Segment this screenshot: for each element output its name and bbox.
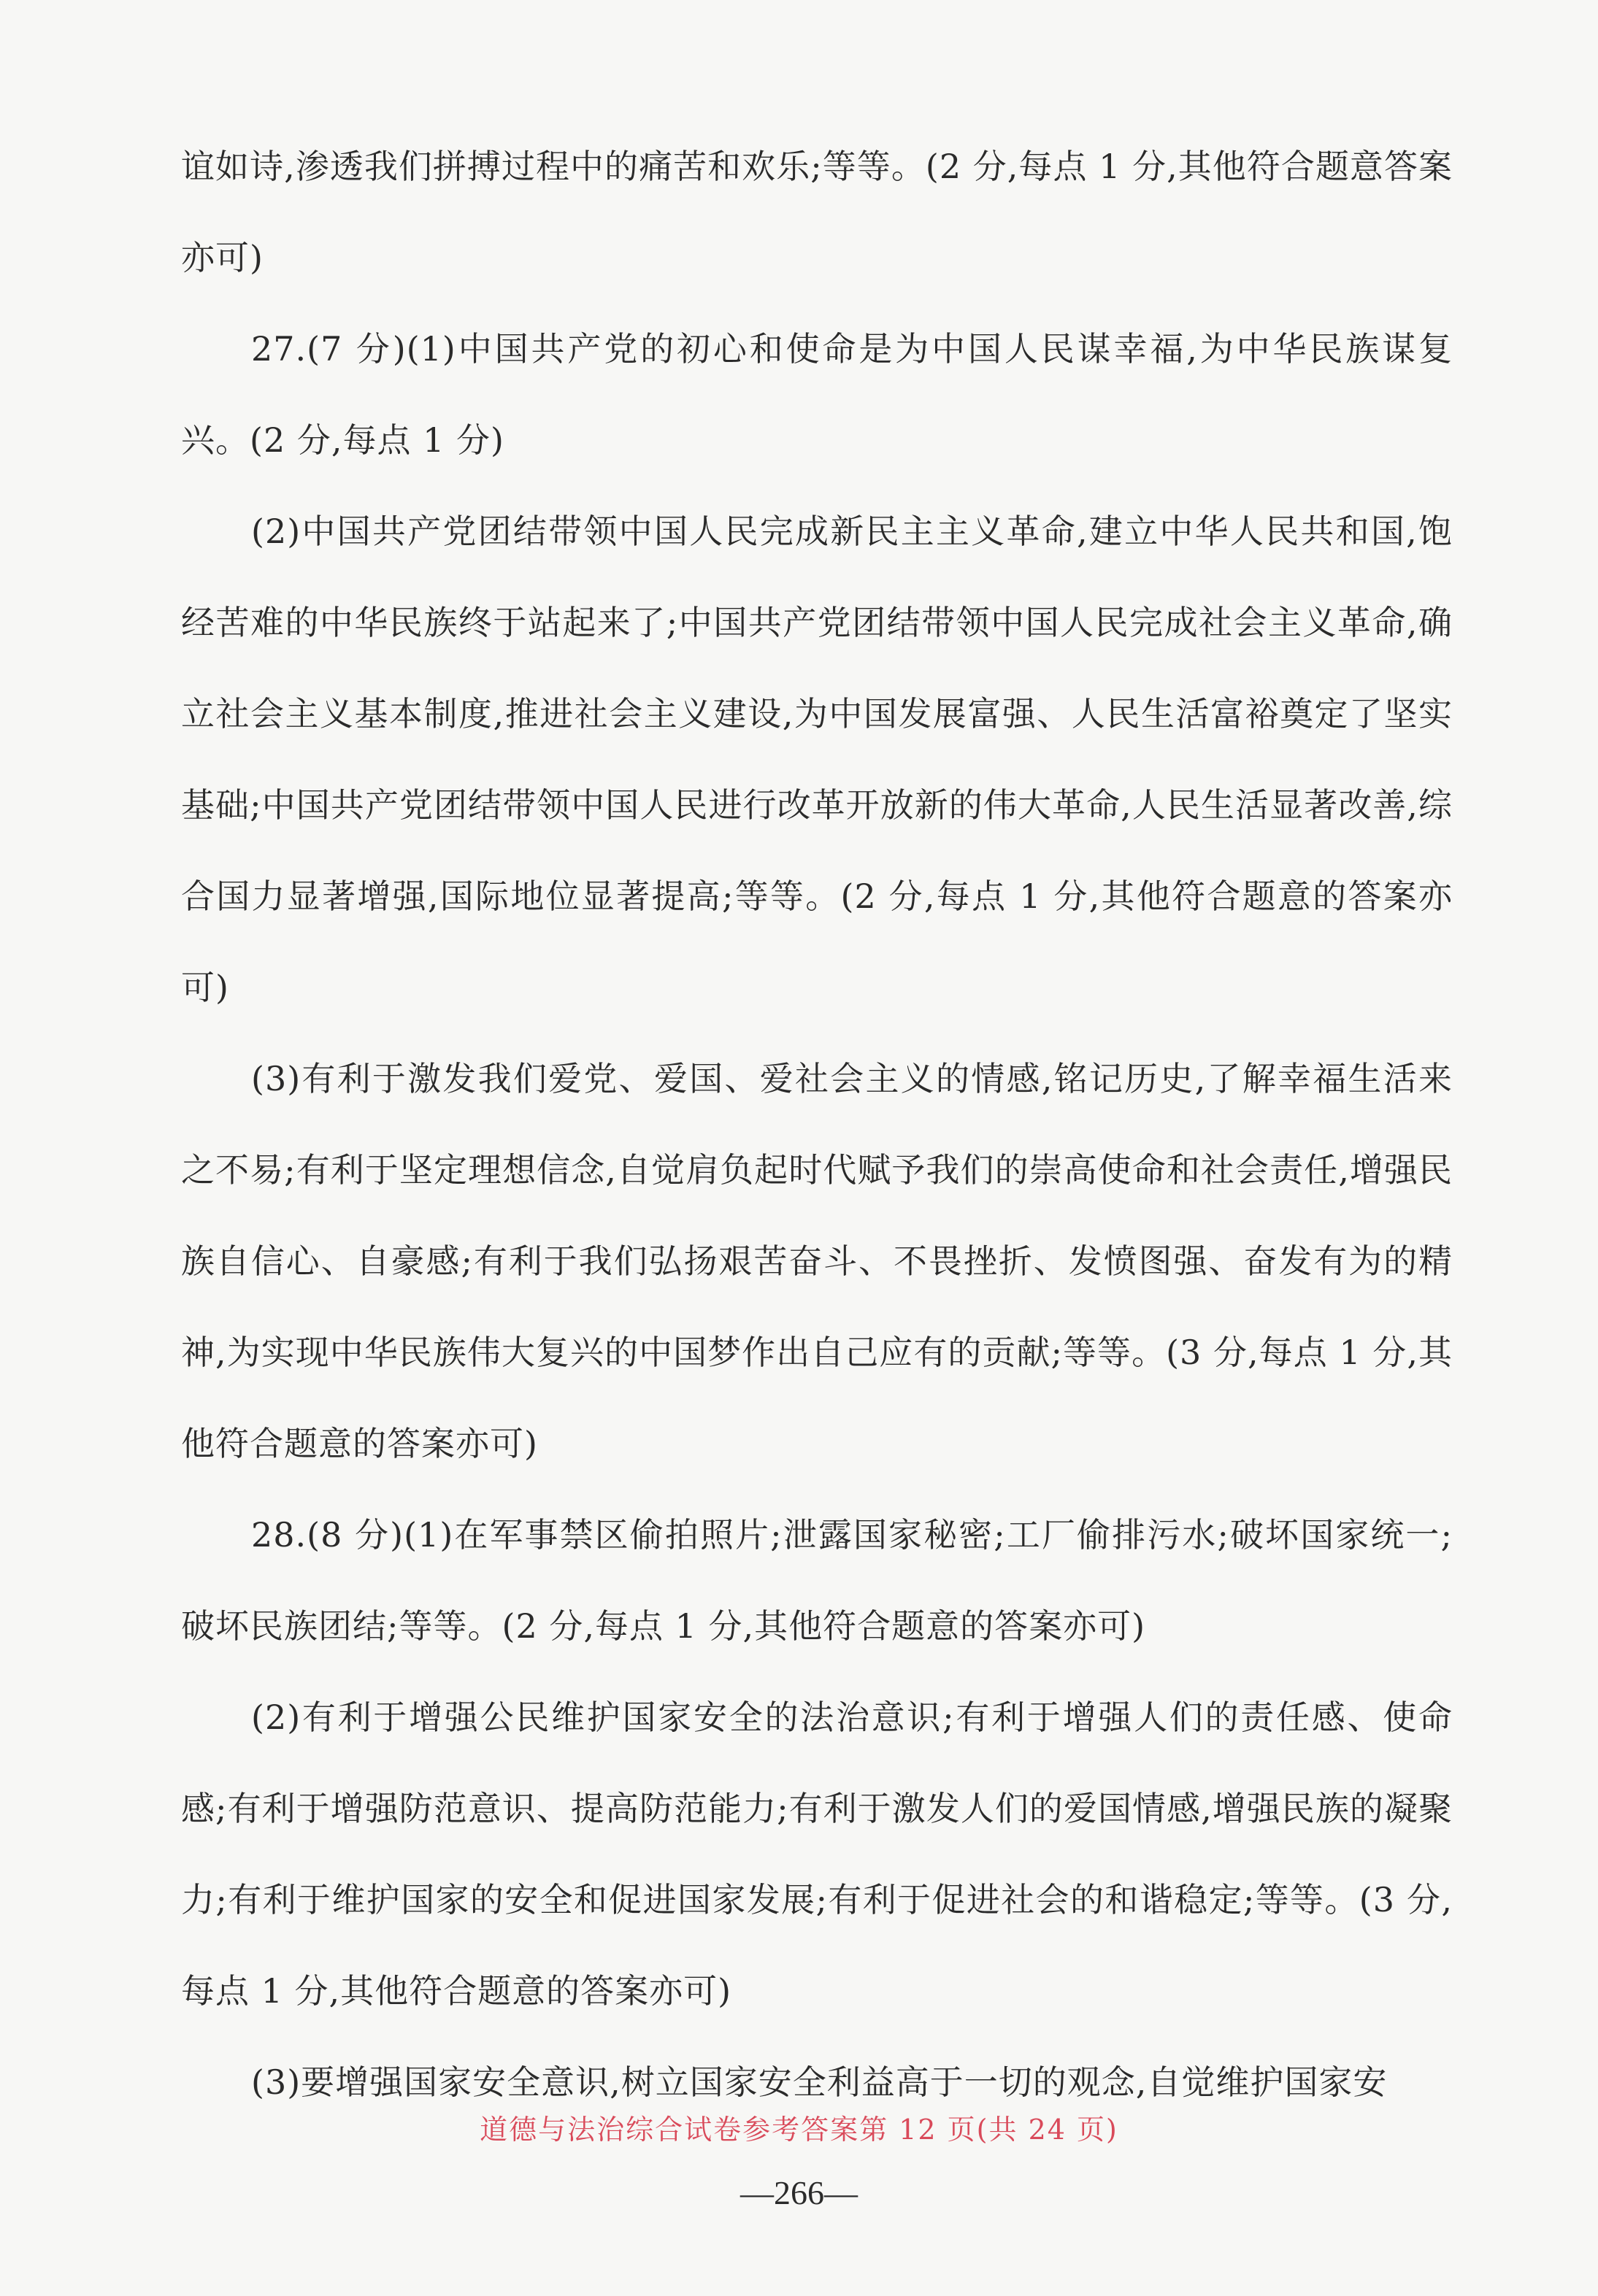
answer-paragraph-continuation: 谊如诗,渗透我们拼搏过程中的痛苦和欢乐;等等。(2 分,每点 1 分,其他符合题意答案亦可) bbox=[181, 147, 1453, 277]
answer-paragraph-q28-3: (3)要增强国家安全意识,树立国家安全利益高于一切的观念,自觉维护国家安 bbox=[251, 2062, 1388, 2102]
answer-content bbox=[181, 121, 1453, 2128]
answer-paragraph-q27-2: (2)中国共产党团结带领中国人民完成新民主主义革命,建立中华人民共和国,饱经苦难的中华民族终于站起来了;中国共产党团结带领中国人民完成社会主义革命,确立社会主义基本制度,推进社会主义建设,为中国发展富强、人民生活富裕奠定了坚实基础;中国共产党团结带领中国人民进行改革开放新的伟大革命,人民生活显著改善,综合国力显著增强,国际地位显著提高;等等。(2 分,每点 1 分,其他符合题意的答案亦可) bbox=[181, 512, 1453, 1007]
page-footer-title: 道德与法治综合试卷参考答案第 12 页(共 24 页) bbox=[480, 2114, 1118, 2146]
page-number: —266— bbox=[740, 2174, 858, 2211]
answer-paragraph-q27-3: (3)有利于激发我们爱党、爱国、爱社会主义的情感,铭记历史,了解幸福生活来之不易;有利于坚定理想信念,自觉肩负起时代赋予我们的崇高使命和社会责任,增强民族自信心、自豪感;有利于我们弘扬艰苦奋斗、不畏挫折、发愤图强、奋发有为的精神,为实现中华民族伟大复兴的中国梦作出自己应有的贡献;等等。(3 分,每点 1 分,其他符合题意的答案亦可) bbox=[181, 1059, 1453, 1463]
answer-paragraph-q27-1: 27.(7 分)(1)中国共产党的初心和使命是为中国人民谋幸福,为中华民族谋复兴。(2 分,每点 1 分) bbox=[181, 329, 1453, 460]
answer-paragraph-q28-2: (2)有利于增强公民维护国家安全的法治意识;有利于增强人们的责任感、使命感;有利于增强防范意识、提高防范能力;有利于激发人们的爱国情感,增强民族的凝聚力;有利于维护国家的安全和促进国家发展;有利于促进社会的和谐稳定;等等。(3 分,每点 1 分,其他符合题意的答案亦可) bbox=[181, 1698, 1453, 2011]
answer-paragraph-q28-1: 28.(8 分)(1)在军事禁区偷拍照片;泄露国家秘密;工厂偷排污水;破坏国家统一;破坏民族团结;等等。(2 分,每点 1 分,其他符合题意的答案亦可) bbox=[181, 1515, 1453, 1646]
